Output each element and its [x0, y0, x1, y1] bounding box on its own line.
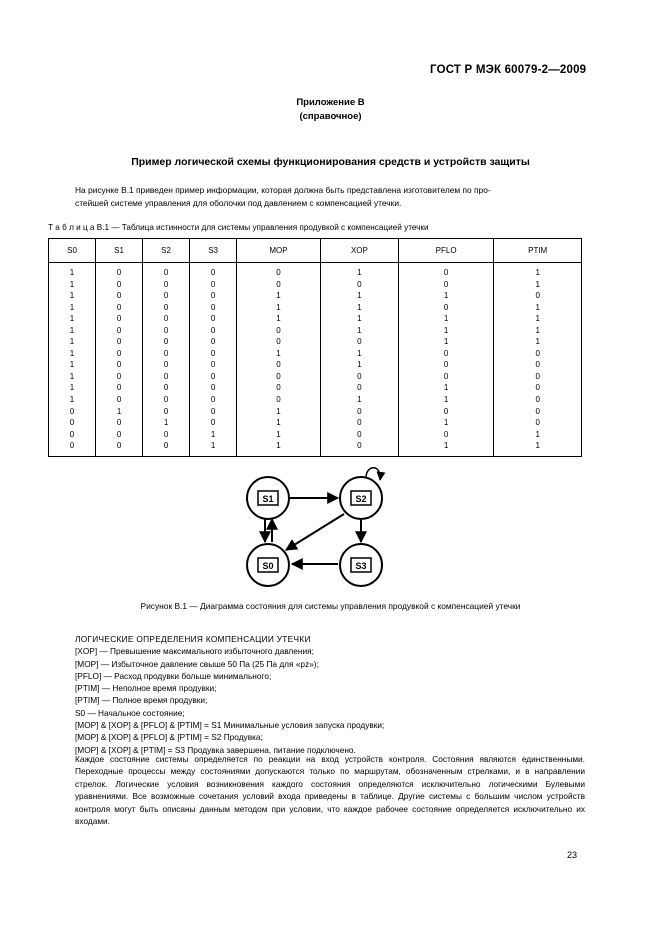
table-cell: 1 [237, 302, 321, 314]
table-cell: 0 [96, 302, 143, 314]
table-cell: 0 [494, 417, 582, 429]
table-cell: 1 [320, 302, 398, 314]
definition-line: [PTIM] — Полное время продувки; [75, 695, 208, 706]
table-cell: 0 [320, 406, 398, 418]
table-cell: 0 [398, 371, 493, 383]
table-cell: 1 [237, 348, 321, 360]
column-header: S0 [49, 239, 96, 263]
intro-line-1: На рисунке В.1 приведен пример информации, которая должна быть представлена изготовителем по про- [75, 185, 491, 195]
table-cell: 1 [320, 313, 398, 325]
table-cell: 0 [494, 290, 582, 302]
table-cell: 0 [494, 371, 582, 383]
table-cell: 0 [190, 406, 237, 418]
table-cell: 1 [494, 440, 582, 456]
column-header: MOP [237, 239, 321, 263]
table-cell: 0 [237, 382, 321, 394]
table-cell: 0 [143, 290, 190, 302]
table-cell: 0 [96, 394, 143, 406]
table-cell: 1 [320, 359, 398, 371]
intro-paragraph [75, 184, 585, 211]
table-cell: 0 [96, 382, 143, 394]
table-cell: 0 [96, 325, 143, 337]
table-cell: 1 [320, 394, 398, 406]
table-cell: 0 [143, 336, 190, 348]
table-body [49, 263, 582, 457]
table-header-row [49, 239, 582, 263]
table-cell: 0 [190, 382, 237, 394]
table-cell: 1 [494, 302, 582, 314]
table-cell: 1 [49, 348, 96, 360]
table-cell: 1 [190, 440, 237, 456]
table-cell: 0 [398, 263, 493, 279]
table-cell: 1 [398, 382, 493, 394]
table-cell: 1 [49, 279, 96, 291]
table-cell: 0 [398, 279, 493, 291]
state-s1-label: S1 [262, 494, 274, 504]
definition-line: S0 — Начальное состояние; [75, 707, 185, 718]
table-cell: 0 [494, 359, 582, 371]
table-cell: 1 [237, 417, 321, 429]
table-cell: 0 [320, 429, 398, 441]
table-cell: 0 [96, 417, 143, 429]
table-cell: 0 [237, 371, 321, 383]
table-cell: 0 [143, 440, 190, 456]
state-s2 [340, 477, 382, 519]
table-cell: 0 [237, 325, 321, 337]
state-s0 [247, 544, 289, 586]
table-row [49, 406, 582, 418]
table-cell: 1 [49, 313, 96, 325]
table-cell: 0 [143, 382, 190, 394]
annex-title: Приложение В [296, 97, 365, 108]
column-header: S3 [190, 239, 237, 263]
table-row [49, 382, 582, 394]
column-header: S1 [96, 239, 143, 263]
column-header: S2 [143, 239, 190, 263]
definition-line: [MOP] & [XOP] & [PTIM] = S3 Продувка завершена, питание подключено. [75, 744, 356, 755]
table-cell: 1 [143, 417, 190, 429]
table-cell: 0 [143, 279, 190, 291]
definition-line: [MOP] & [XOP] & [PFLO] & [PTIM] = S2 Продувка; [75, 732, 263, 743]
table-cell: 0 [237, 359, 321, 371]
table-cell: 0 [320, 440, 398, 456]
state-s0-label: S0 [262, 561, 274, 571]
column-header: PTIM [494, 239, 582, 263]
table-cell: 0 [398, 359, 493, 371]
table-cell: 0 [96, 279, 143, 291]
table-row [49, 359, 582, 371]
table-cell: 1 [398, 325, 493, 337]
table-cell: 0 [143, 313, 190, 325]
table-cell: 1 [494, 429, 582, 441]
column-header: PFLO [398, 239, 493, 263]
table-cell: 0 [96, 263, 143, 279]
table-cell: 1 [320, 325, 398, 337]
table-cell: 1 [237, 406, 321, 418]
table-cell: 0 [190, 348, 237, 360]
table-cell: 0 [190, 325, 237, 337]
table-cell: 0 [320, 279, 398, 291]
table-cell: 1 [237, 429, 321, 441]
table-cell: 1 [49, 371, 96, 383]
table-cell: 0 [143, 429, 190, 441]
table-row [49, 290, 582, 302]
table-row [49, 348, 582, 360]
table-row [49, 336, 582, 348]
table-cell: 1 [49, 302, 96, 314]
state-s2-label: S2 [355, 494, 367, 504]
table-cell: 1 [494, 279, 582, 291]
table-cell: 1 [49, 382, 96, 394]
table-cell: 1 [494, 325, 582, 337]
table-cell: 1 [494, 313, 582, 325]
table-cell: 0 [237, 279, 321, 291]
table-cell: 0 [96, 313, 143, 325]
table-cell: 1 [190, 429, 237, 441]
table-cell: 0 [190, 371, 237, 383]
table-cell: 0 [190, 336, 237, 348]
table-row [49, 429, 582, 441]
definitions-title: ЛОГИЧЕСКИЕ ОПРЕДЕЛЕНИЯ КОМПЕНСАЦИИ УТЕЧКИ [75, 634, 311, 644]
table-cell: 0 [190, 359, 237, 371]
table-cell: 0 [320, 382, 398, 394]
page-number: 23 [567, 850, 578, 860]
table-cell: 0 [398, 429, 493, 441]
table-cell: 1 [398, 336, 493, 348]
state-diagram [220, 462, 420, 592]
table-cell: 1 [49, 394, 96, 406]
table-cell: 1 [320, 348, 398, 360]
table-cell: 0 [96, 429, 143, 441]
table-cell: 0 [190, 313, 237, 325]
table-cell: 0 [96, 290, 143, 302]
table-cell: 0 [96, 440, 143, 456]
table-cell: 0 [398, 302, 493, 314]
figure-caption: Рисунок В.1 — Диаграмма состояния для системы управления продувкой с компенсацией утечки [140, 601, 521, 611]
table-cell: 0 [320, 371, 398, 383]
table-row [49, 263, 582, 279]
table-cell: 1 [237, 313, 321, 325]
table-cell: 0 [143, 394, 190, 406]
table-cell: 1 [49, 336, 96, 348]
table-cell: 0 [494, 382, 582, 394]
definition-line: [PTIM] — Неполное время продувки; [75, 683, 217, 694]
table-cell: 1 [494, 336, 582, 348]
table-cell: 1 [237, 440, 321, 456]
table-cell: 0 [49, 406, 96, 418]
table-cell: 0 [237, 263, 321, 279]
table-cell: 0 [96, 348, 143, 360]
table-cell: 0 [143, 406, 190, 418]
table-cell: 1 [49, 359, 96, 371]
table-cell: 1 [398, 417, 493, 429]
table-cell: 1 [49, 325, 96, 337]
document-code: ГОСТ Р МЭК 60079-2—2009 [430, 64, 587, 76]
table-cell: 0 [49, 440, 96, 456]
table-cell: 0 [49, 417, 96, 429]
table-row [49, 394, 582, 406]
table-cell: 0 [237, 394, 321, 406]
table-cell: 1 [49, 290, 96, 302]
state-s1 [247, 477, 289, 519]
table-row [49, 417, 582, 429]
table-cell: 0 [494, 348, 582, 360]
annex-heading [0, 96, 661, 124]
table-caption: Т а б л и ц а В.1 — Таблица истинности для системы управления продувкой с компенсацией утечки [48, 223, 429, 232]
table-cell: 0 [398, 348, 493, 360]
table-cell: 0 [494, 394, 582, 406]
table-cell: 0 [190, 302, 237, 314]
table-cell: 0 [96, 371, 143, 383]
table-cell: 1 [398, 440, 493, 456]
transition-s2-s0 [286, 514, 344, 550]
table-cell: 0 [96, 359, 143, 371]
definition-line: [MOP] — Избыточное давление свыше 50 Па (25 Па для «pz»); [75, 658, 319, 669]
table-cell: 0 [143, 325, 190, 337]
logic-definitions [75, 633, 384, 756]
definition-line: [PFLO] — Расход продувки больше минимального; [75, 670, 272, 681]
table-cell: 0 [143, 359, 190, 371]
table-cell: 0 [143, 302, 190, 314]
table-cell: 0 [320, 336, 398, 348]
table-cell: 0 [190, 263, 237, 279]
table-row [49, 279, 582, 291]
table-cell: 0 [96, 336, 143, 348]
section-title: Пример логической схемы функционирования средств и устройств защиты [131, 156, 530, 168]
intro-line-2: стейшей системе управления для оболочки под давлением с компенсацией утечки. [75, 198, 402, 209]
table-cell: 1 [237, 290, 321, 302]
table-cell: 1 [494, 263, 582, 279]
table-row [49, 325, 582, 337]
table-row [49, 302, 582, 314]
table-cell: 0 [49, 429, 96, 441]
table-row [49, 371, 582, 383]
truth-table [48, 238, 582, 457]
table-cell: 1 [398, 394, 493, 406]
table-cell: 0 [143, 371, 190, 383]
table-cell: 1 [320, 290, 398, 302]
table-cell: 0 [190, 417, 237, 429]
state-s3 [340, 544, 382, 586]
table-cell: 0 [143, 348, 190, 360]
table-cell: 0 [320, 417, 398, 429]
state-s3-label: S3 [355, 561, 367, 571]
table-cell: 1 [398, 290, 493, 302]
table-cell: 1 [96, 406, 143, 418]
table-cell: 0 [190, 279, 237, 291]
table-cell: 1 [49, 263, 96, 279]
table-row [49, 440, 582, 456]
body-paragraph: Каждое состояние системы определяется по реакции на вход устройств контроля. Состояния являются единственными. Переходные процессы между состояниями допускаются только по маршрутам, обозначенным стрелками, и в направлении стрелок. Логические условия возникновения каждого состояния определяются исключительно логическими Булевыми уравнениями. Все возможные сочетания условий входа приведены в таблице. Другие системы с большим числом устройств контроля могут быть описаны данным методом при условии, что каждое рабочее состояние определяется исключительно их входами. [75, 754, 585, 827]
table-cell: 0 [494, 406, 582, 418]
table-row [49, 313, 582, 325]
definition-line: [XOP] — Превышение максимального избыточного давления; [75, 646, 314, 657]
table-cell: 1 [320, 263, 398, 279]
annex-subtitle: (справочное) [299, 111, 362, 122]
table-cell: 0 [190, 290, 237, 302]
table-cell: 0 [143, 263, 190, 279]
table-cell: 0 [190, 394, 237, 406]
table-cell: 0 [398, 406, 493, 418]
table-cell: 0 [237, 336, 321, 348]
definition-line: [MOP] & [XOP] & [PFLO] & [PTIM] = S1 Минимальные условия запуска продувки; [75, 720, 385, 731]
table-cell: 1 [398, 313, 493, 325]
column-header: XOP [320, 239, 398, 263]
